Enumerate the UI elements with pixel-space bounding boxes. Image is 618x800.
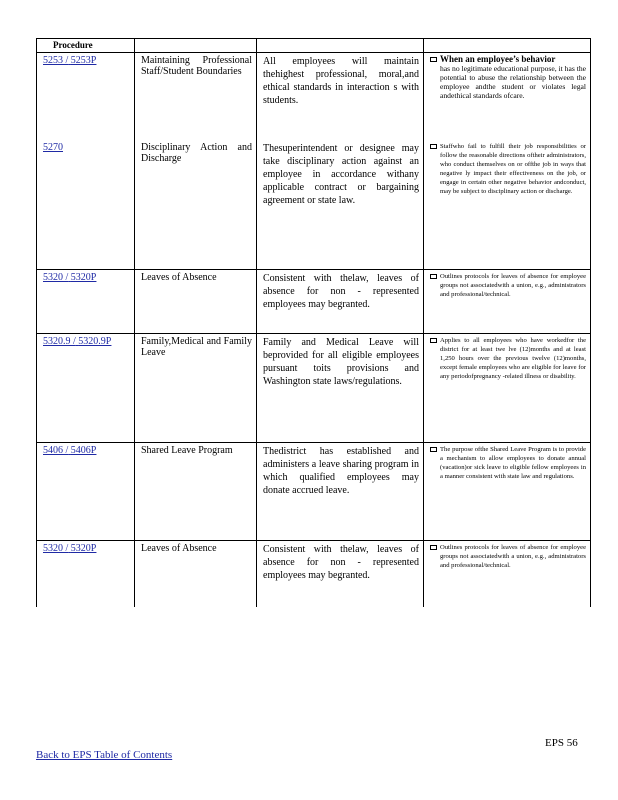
policy-code-cell <box>37 334 134 348</box>
procedure-link[interactable]: 5253P <box>70 55 97 66</box>
policy-link[interactable]: 5253 <box>43 55 63 66</box>
page-number: EPS 56 <box>545 737 578 749</box>
policy-title: Leaves of Absence <box>141 272 217 283</box>
policy-link[interactable]: 5406 <box>43 445 63 456</box>
notes-header <box>424 39 591 53</box>
code-separator: / <box>73 336 76 347</box>
table-row <box>37 270 591 334</box>
notes-text: Staffwho fail to fulfill their job responsibilities or follow the reasonable directions oftheir administrators, who conduct themselves on or offthe job in ways that negative ly impact their effectiveness on the job, or engage in certain other negative behavior andconduct, may be subject to disciplinary action or discharge. <box>440 142 586 195</box>
policy-description: Consistent with thelaw, leaves of absence for non - represented employees may begranted. <box>263 544 419 581</box>
checkbox-icon <box>430 545 437 550</box>
code-separator: / <box>65 272 69 283</box>
policy-description: Thesuperintendent or designee may take disciplinary action against an employee in accordance withany applicable contract or bargaining agreement or state law. <box>263 142 419 206</box>
policy-title: Maintaining Professional Staff/Student Boundaries <box>141 55 252 77</box>
policy-notes <box>424 443 590 481</box>
description-header <box>257 39 424 53</box>
policy-link[interactable]: 5320 <box>43 272 63 283</box>
policy-notes <box>424 334 590 381</box>
code-separator: / <box>65 55 69 66</box>
policy-notes <box>424 53 590 100</box>
procedure-link[interactable]: 5320.9P <box>78 336 112 347</box>
table-row <box>37 53 591 140</box>
procedure-link[interactable]: 5320P <box>70 543 97 554</box>
policy-code-cell <box>37 270 134 284</box>
checkbox-icon <box>430 144 437 149</box>
policy-title: Leaves of Absence <box>141 543 217 554</box>
policy-link[interactable]: 5320.9 <box>43 336 71 347</box>
notes-lead: When an employee’s behavior <box>440 54 556 64</box>
policy-notes <box>424 140 590 196</box>
table-row <box>37 140 591 270</box>
policy-code-cell <box>37 541 134 555</box>
title-header <box>135 39 257 53</box>
procedure-link[interactable]: 5406P <box>70 445 97 456</box>
code-separator: / <box>65 543 69 554</box>
policy-title: Disciplinary Action and Discharge <box>141 141 252 164</box>
policy-description: Family and Medical Leave will beprovided for all eligible employees pursuant toits provisions and Washington state laws/regulations. <box>263 337 419 387</box>
policy-title: Family,Medical and Family Leave <box>141 336 252 358</box>
table-row <box>37 334 591 443</box>
table-row <box>37 541 591 607</box>
policy-code-cell <box>37 53 134 67</box>
procedure-link[interactable]: 5320P <box>70 272 97 283</box>
policy-code-cell <box>37 140 134 154</box>
table-header-row <box>37 39 591 53</box>
table-row <box>37 443 591 541</box>
policy-description: Thedistrict has established and administers a leave sharing program in which qualified employees may donate accrued leave. <box>263 446 419 496</box>
checkbox-icon <box>430 447 437 452</box>
notes-text: The purpose ofthe Shared Leave Program is to provide a mechanism to allow employees to donate annual (vacation)or sick leave to eligible fellow employees in a manner consistent with state law and regulations. <box>440 446 586 480</box>
policy-table <box>36 38 591 607</box>
policy-description: All employees will maintain thehighest professional, moral,and ethical standards in interaction s with students. <box>263 56 419 106</box>
checkbox-icon <box>430 274 437 279</box>
notes-text: Applies to all employees who have workedfor the district for at least twe lve (12)months and at least 1,250 hours over the previous twelve (12)months, except female employees who are eligible for leave for any periodofpregnancy -related illness or disability. <box>440 337 586 380</box>
code-separator: / <box>65 445 69 456</box>
checkbox-icon <box>430 338 437 343</box>
policy-description: Consistent with thelaw, leaves of absence for non - represented employees may begranted. <box>263 273 419 310</box>
notes-text: has no legitimate educational purpose, it has the potential to abuse the relationship between the employee andthe student or violates legal andethical standards ofcare. <box>440 64 586 100</box>
policy-link[interactable]: 5320 <box>43 543 63 554</box>
back-to-contents-link[interactable]: Back to EPS Table of Contents <box>36 749 173 761</box>
policy-notes <box>424 541 590 570</box>
notes-text: Outlines protocols for leaves of absence for employee groups not associatedwith a union, e.g., administrators and professional/technical. <box>440 544 586 569</box>
policy-link[interactable]: 5270 <box>43 141 63 153</box>
procedure-header: Procedure <box>37 39 135 53</box>
policy-code-cell <box>37 443 134 457</box>
policy-title: Shared Leave Program <box>141 445 233 456</box>
checkbox-icon <box>430 57 437 62</box>
notes-text: Outlines protocols for leaves of absence for employee groups not associatedwith a union, e.g., administrators and professional/technical. <box>440 273 586 298</box>
policy-notes <box>424 270 590 299</box>
